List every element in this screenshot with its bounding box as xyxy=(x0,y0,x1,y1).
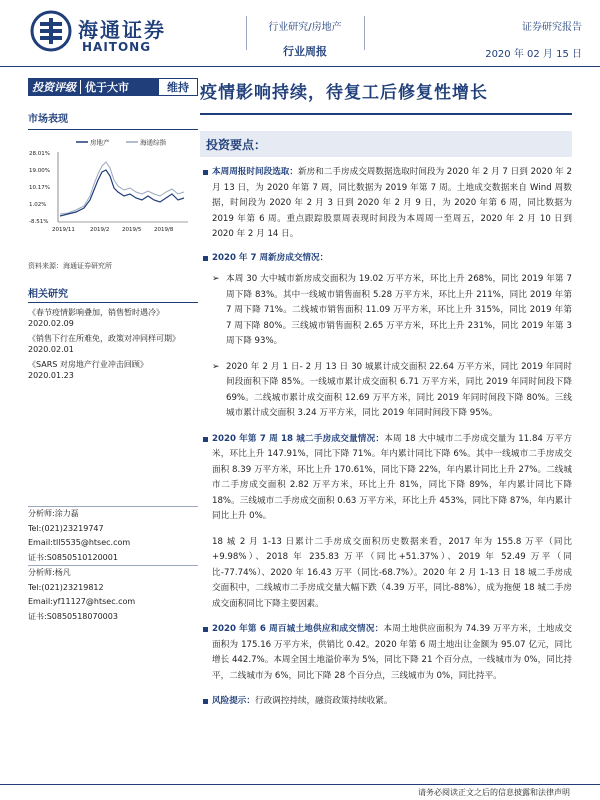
market-performance-title: 市场表现 xyxy=(28,114,68,125)
series-line-index xyxy=(60,162,184,214)
chart-source: 资料来源：海通证券研究所 xyxy=(28,262,112,270)
report-header xyxy=(0,0,600,62)
y-tick-label: 19.00% xyxy=(29,168,50,174)
bullet-lead: 2020 年 7 周新房成交情况： xyxy=(212,252,329,263)
key-points-heading: 投资要点： xyxy=(200,131,572,157)
bullet-text: 本周土地供应面积为 74.39 万平方米，土地成交面积为 175.16 万平方米，供销比 0.42。2020 年第 6 周土地出让金额为 95.07 亿元，同比增长 442.7%。本周全国土地溢价率为 5%，同比下降 21 个百分点，一线城市为 0%，同比持平，二线城市为 6%，同比下降 28 个百分点，三线城市为 0%，同比持平。 xyxy=(212,624,572,681)
x-tick-label: 2019/8 xyxy=(154,227,174,233)
haitong-logo xyxy=(30,10,210,56)
rating-bar xyxy=(28,78,198,96)
report-category: 行业研究/房地产 xyxy=(268,22,342,33)
header-separator xyxy=(246,16,247,50)
analyst-email[interactable]: Email:tll5535@htsec.com xyxy=(28,538,131,547)
x-tick-label: 2019/5 xyxy=(122,227,142,233)
main-content xyxy=(200,72,572,710)
related-item-title[interactable]: 《春节疫情影响叠加，销售暂时遇冷》 xyxy=(28,308,164,317)
report-title: 疫情影响持续，待复工后修复性增长 xyxy=(200,83,488,103)
paragraph-secondhand-history: 18 城 2 月 1-13 日累计二手房成交面积历史数据来看，2017 年为 155.8 万平（同比+9.98%）、2018 年 235.83 万平（同比+51.37%）、2019 年 52.49 万平（同比-77.74%）、2020 年 16.43 万平（同比-68.7%）。2020 年 2 月 1-13 日 18 城二手房成交面积中，二线城市二手房成交量大幅下跌（4.39 万平，同比-88%），成为拖便 18 城二手房成交面积同比下降主要因素。 xyxy=(212,536,572,609)
footer-disclaimer: 请务必阅读正文之后的信息披露和法律声明 xyxy=(418,788,570,797)
analyst-tel: Tel:(021)23219812 xyxy=(28,582,104,592)
bullet-lead: 2020 年第 7 周 18 城二手房成交量情况： xyxy=(212,433,385,444)
analyst-name: 分析师:杨凡 xyxy=(28,568,71,577)
footer-rule xyxy=(0,784,600,785)
analyst-tel: Tel:(021)23219747 xyxy=(28,523,104,533)
header-divider xyxy=(0,66,600,67)
related-item-date: 2020.01.23 xyxy=(28,371,74,380)
sub-bullet-text: 本周 30 大中城市新房成交面积为 19.02 万平方米，环比上升 268%，同比 2019 年第 7 周下降 83%。其中一线城市销售面积 5.28 万平方米，环比上升 211%，同比 2019 年第 7 周下降 71%。二线城市销售面积 11.09 万平方米，环比上升 315%，同比 2019 年第 7 周下降 80%。三线城市销售面积 2.65 万平方米，环比上升 231%，同比 2019 年第 3 周下降 93%。 xyxy=(226,274,572,346)
market-performance-chart xyxy=(28,134,198,239)
report-date: 2020 年 02 月 15 日 xyxy=(485,49,582,60)
related-item-date: 2020.02.01 xyxy=(28,345,74,354)
bullet-period xyxy=(200,165,572,243)
legend-label-index: 海通综指 xyxy=(140,138,166,147)
y-tick-label: 28.01% xyxy=(29,151,50,157)
related-item[interactable] xyxy=(28,359,198,381)
related-research-title: 相关研究 xyxy=(28,285,198,303)
logo-english-text: HAITONG xyxy=(82,40,152,54)
rating-value: 优于大市 xyxy=(85,81,129,94)
haitong-logo-icon xyxy=(30,10,72,52)
bullet-text: 行政调控持续，融资政策持续收紧。 xyxy=(254,696,393,706)
bullet-land xyxy=(200,622,572,684)
legend-label-property: 房地产 xyxy=(90,138,110,147)
report-label: 证券研究报告 xyxy=(522,22,582,33)
analyst-cert: 证书:S0850518070003 xyxy=(28,611,118,621)
analyst-cert: 证书:S0850510120001 xyxy=(28,552,118,562)
analyst-name: 分析师:涂力磊 xyxy=(28,509,79,518)
arrow-icon: ➢ xyxy=(212,274,220,284)
report-type: 行业周报 xyxy=(283,45,327,58)
related-item[interactable] xyxy=(28,333,198,355)
bullet-lead: 本周周报时间段选取： xyxy=(212,167,298,177)
related-item[interactable] xyxy=(28,307,198,329)
y-tick-label: -8.51% xyxy=(29,219,49,225)
rating-action: 维持 xyxy=(158,78,198,96)
sub-bullet-cumulative-new xyxy=(200,360,572,422)
analyst-block xyxy=(28,506,198,624)
title-rule xyxy=(200,113,572,115)
report-label-block xyxy=(485,18,582,60)
rating-label: 投资评级 xyxy=(32,81,76,94)
analyst-email[interactable]: Email:yf11127@htsec.com xyxy=(28,597,136,606)
bullet-lead: 风险提示： xyxy=(212,696,255,706)
report-category-block xyxy=(250,18,360,59)
bullet-lead: 2020 年第 6 周百城土地供应和成交情况： xyxy=(212,624,384,634)
related-item-date: 2020.02.09 xyxy=(28,319,74,328)
sub-bullet-weekly-new xyxy=(200,272,572,350)
bullet-new-homes xyxy=(200,251,572,267)
sub-bullet-text: 2020 年 2 月 1 日- 2 月 13 日 30 城累计成交面积 22.64 万平方米，同比 2019 年同时间段面积下降 85%。一线城市累计成交面积 6.71 万平方米，同比 2019 年同时间段下降 69%。二线城市累计成交面积 12.69 万平方米，同比 2019 年同时间段下降 80%。三线城市累计成交面积 3.24 万平方米，同比 2019 年同时间段下降 95%。 xyxy=(226,361,572,418)
section-rule xyxy=(28,129,198,130)
related-item-title[interactable]: 《销售下行在所难免，政策对冲同样可期》 xyxy=(28,334,180,343)
arrow-icon: ➢ xyxy=(212,361,220,372)
x-tick-label: 2019/2 xyxy=(90,227,110,233)
bullet-secondhand xyxy=(200,432,572,525)
bullet-text: 新房和二手房成交周数据选取时间段为 2020 年 2 月 7 日到 2020 年 2 月 13 日，为 2020 年第 7 周，同比数据为 2019 年第 7 周。土地成交数据来自 Wind 周数据，时间段为 2020 年 2 月 3 日到 2020 年 2 月 9 日，为 2020 年第 6 周，同比数据为 2019 年第 6 周。重点跟踪股票周表现时间段为本周周一至周五，2020 年 2 月 10 日到 2020 年 2 月 14 日。 xyxy=(212,167,572,239)
bullet-risk xyxy=(200,694,572,710)
y-tick-label: 10.17% xyxy=(29,185,50,191)
logo-chinese-text: 海通证券 xyxy=(78,18,166,42)
bullet-text: 本周 18 大中城市二手房成交量为 11.84 万平方米，环比上升 147.91%，同比下降 71%。年内累计同比下降 6%。其中一线城市二手房成交面积 8.39 万平方米，环比上升 170.61%，同比下降 22%，年内累计同比上升 27%。二线城市二手房成交面积 2.82 万平方米，环比上升 81%，同比下降 89%，年内累计同比下降 18%。三线城市二手房成交面积 0.63 万平方米，环比上升 453%，同比下降 87%，年内累计同比上升 0%。 xyxy=(212,433,572,521)
left-sidebar xyxy=(28,78,198,381)
header-separator xyxy=(364,16,365,50)
related-item-title[interactable]: 《SARS 对房地产行业冲击回顾》 xyxy=(28,360,148,369)
y-tick-label: 1.02% xyxy=(29,202,47,208)
x-tick-label: 2019/11 xyxy=(52,227,75,233)
